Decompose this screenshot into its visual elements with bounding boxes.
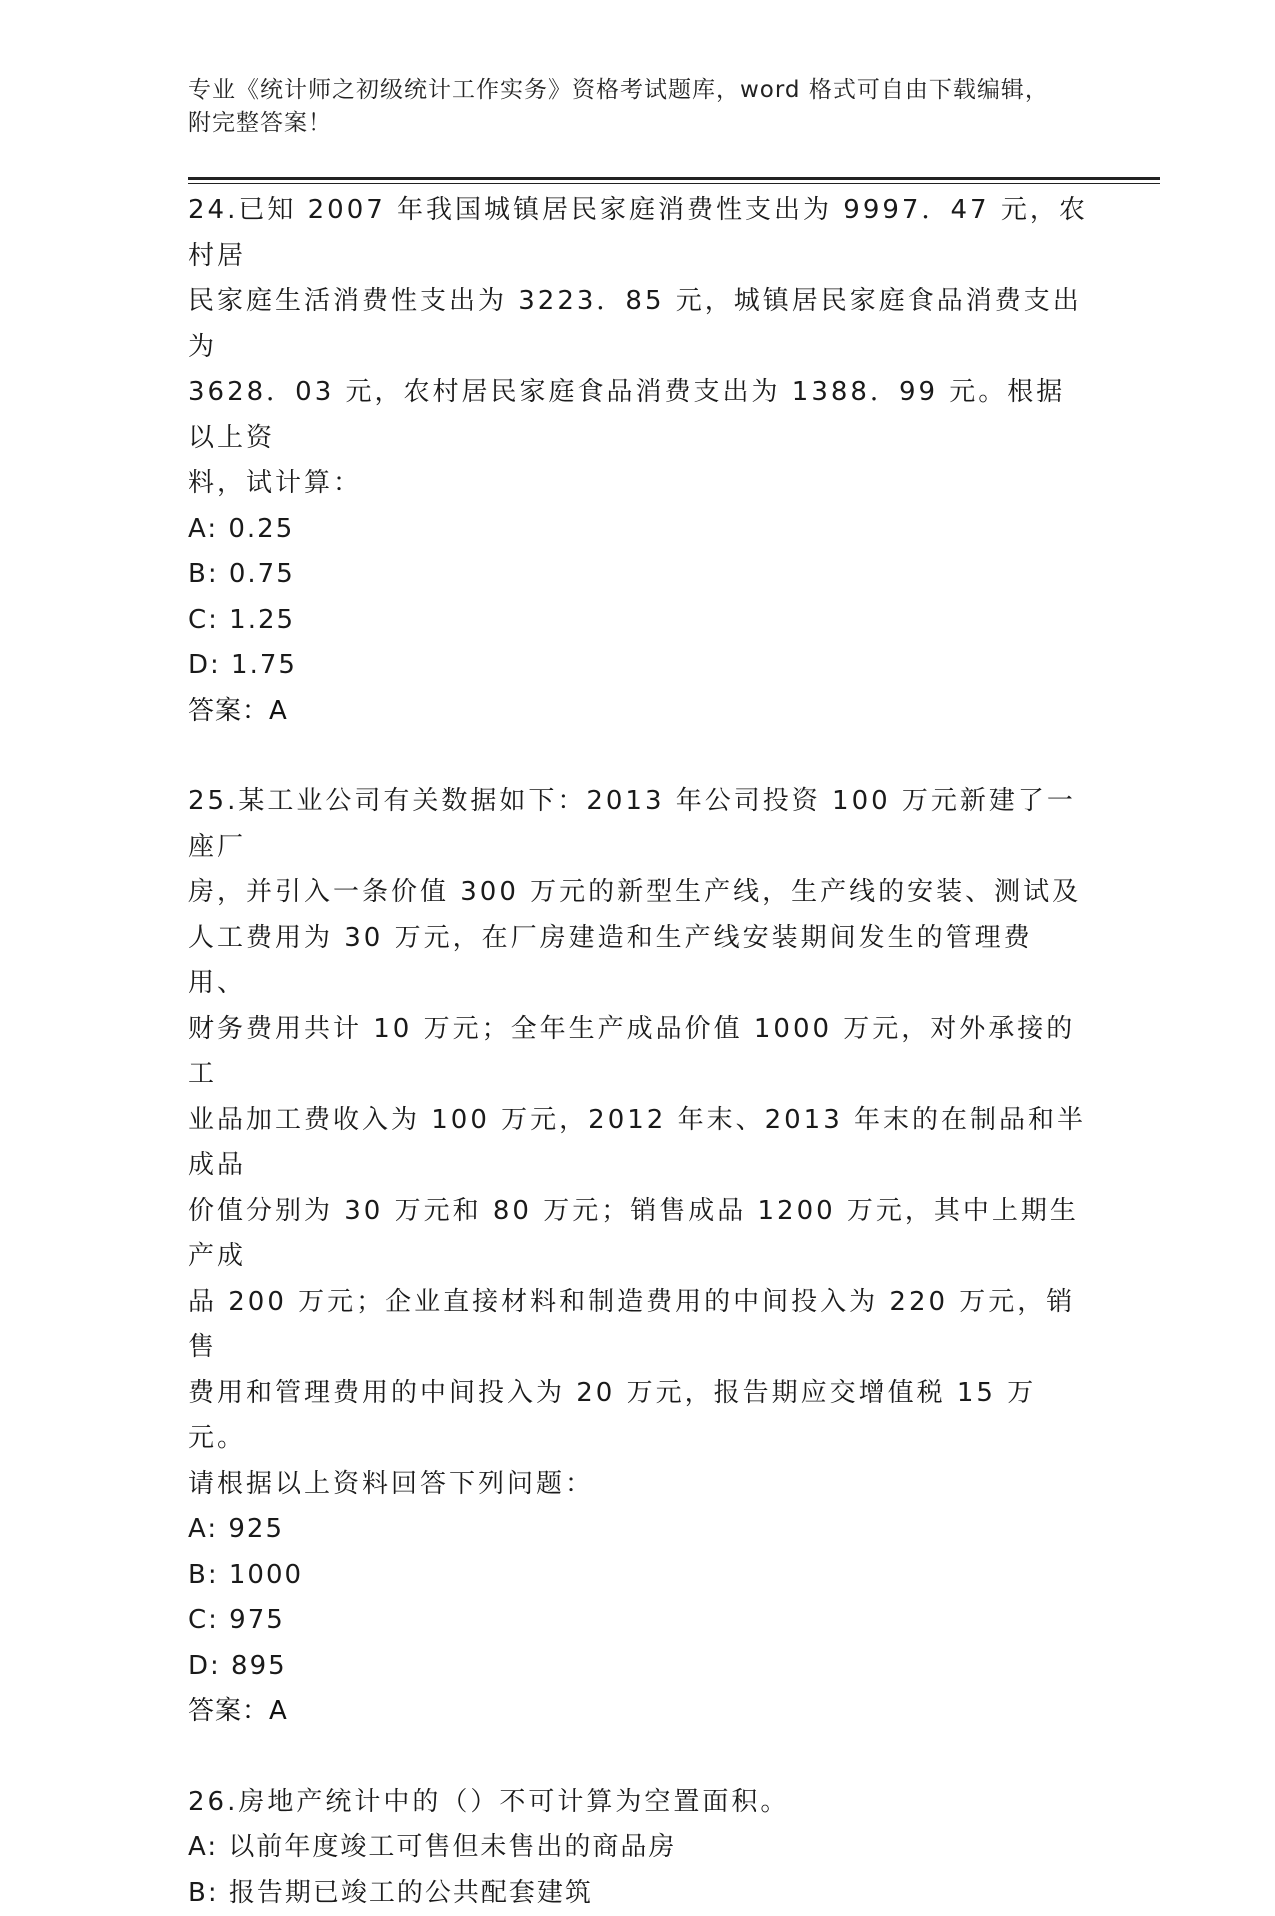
- question-25-option-b: B: 1000: [188, 1553, 1088, 1599]
- question-25-line-8: 费用和管理费用的中间投入为 20 万元，报告期应交增值税 15 万元。: [188, 1371, 1088, 1462]
- header-line-2: 附完整答案！: [188, 107, 1088, 140]
- question-26-option-a: A: 以前年度竣工可售但未售出的商品房: [188, 1825, 1088, 1871]
- question-24-line-3: 3628．03 元，农村居民家庭食品消费支出为 1388．99 元。根据以上资: [188, 370, 1088, 461]
- question-gap: [188, 734, 1088, 779]
- question-25-option-c: C: 975: [188, 1598, 1088, 1644]
- question-list: [188, 188, 1088, 1916]
- question-25-line-6: 价值分别为 30 万元和 80 万元；销售成品 1200 万元，其中上期生产成: [188, 1189, 1088, 1280]
- question-25-line-1: 25.某工业公司有关数据如下：2013 年公司投资 100 万元新建了一座厂: [188, 779, 1088, 870]
- question-25-line-5: 业品加工费收入为 100 万元，2012 年末、2013 年末的在制品和半成品: [188, 1098, 1088, 1189]
- question-24-answer: 答案：A: [188, 689, 1088, 735]
- header-line-1: 专业《统计师之初级统计工作实务》资格考试题库，word 格式可自由下载编辑，: [188, 74, 1088, 107]
- question-26-line-1: 26.房地产统计中的（）不可计算为空置面积。: [188, 1780, 1088, 1826]
- question-26-option-b: B: 报告期已竣工的公共配套建筑: [188, 1871, 1088, 1916]
- question-24-option-a: A: 0.25: [188, 507, 1088, 553]
- question-24-option-c: C: 1.25: [188, 598, 1088, 644]
- question-25: [188, 779, 1088, 1735]
- header-divider-thin: [188, 183, 1160, 184]
- question-24-line-4: 料，试计算：: [188, 461, 1088, 507]
- question-24-line-2: 民家庭生活消费性支出为 3223．85 元，城镇居民家庭食品消费支出为: [188, 279, 1088, 370]
- question-24-option-d: D: 1.75: [188, 643, 1088, 689]
- question-26: [188, 1780, 1088, 1916]
- question-24: [188, 188, 1088, 734]
- question-25-line-9: 请根据以上资料回答下列问题：: [188, 1462, 1088, 1508]
- question-gap: [188, 1735, 1088, 1780]
- question-25-option-d: D: 895: [188, 1644, 1088, 1690]
- question-25-line-4: 财务费用共计 10 万元；全年生产成品价值 1000 万元，对外承接的工: [188, 1007, 1088, 1098]
- question-25-line-2: 房，并引入一条价值 300 万元的新型生产线，生产线的安装、测试及: [188, 870, 1088, 916]
- question-25-line-3: 人工费用为 30 万元，在厂房建造和生产线安装期间发生的管理费用、: [188, 916, 1088, 1007]
- question-25-line-7: 品 200 万元；企业直接材料和制造费用的中间投入为 220 万元，销售: [188, 1280, 1088, 1371]
- question-24-option-b: B: 0.75: [188, 552, 1088, 598]
- question-25-answer: 答案：A: [188, 1689, 1088, 1735]
- question-24-line-1: 24.已知 2007 年我国城镇居民家庭消费性支出为 9997．47 元，农村居: [188, 188, 1088, 279]
- header-divider-thick: [188, 177, 1160, 180]
- question-25-option-a: A: 925: [188, 1507, 1088, 1553]
- page-header: [188, 74, 1088, 140]
